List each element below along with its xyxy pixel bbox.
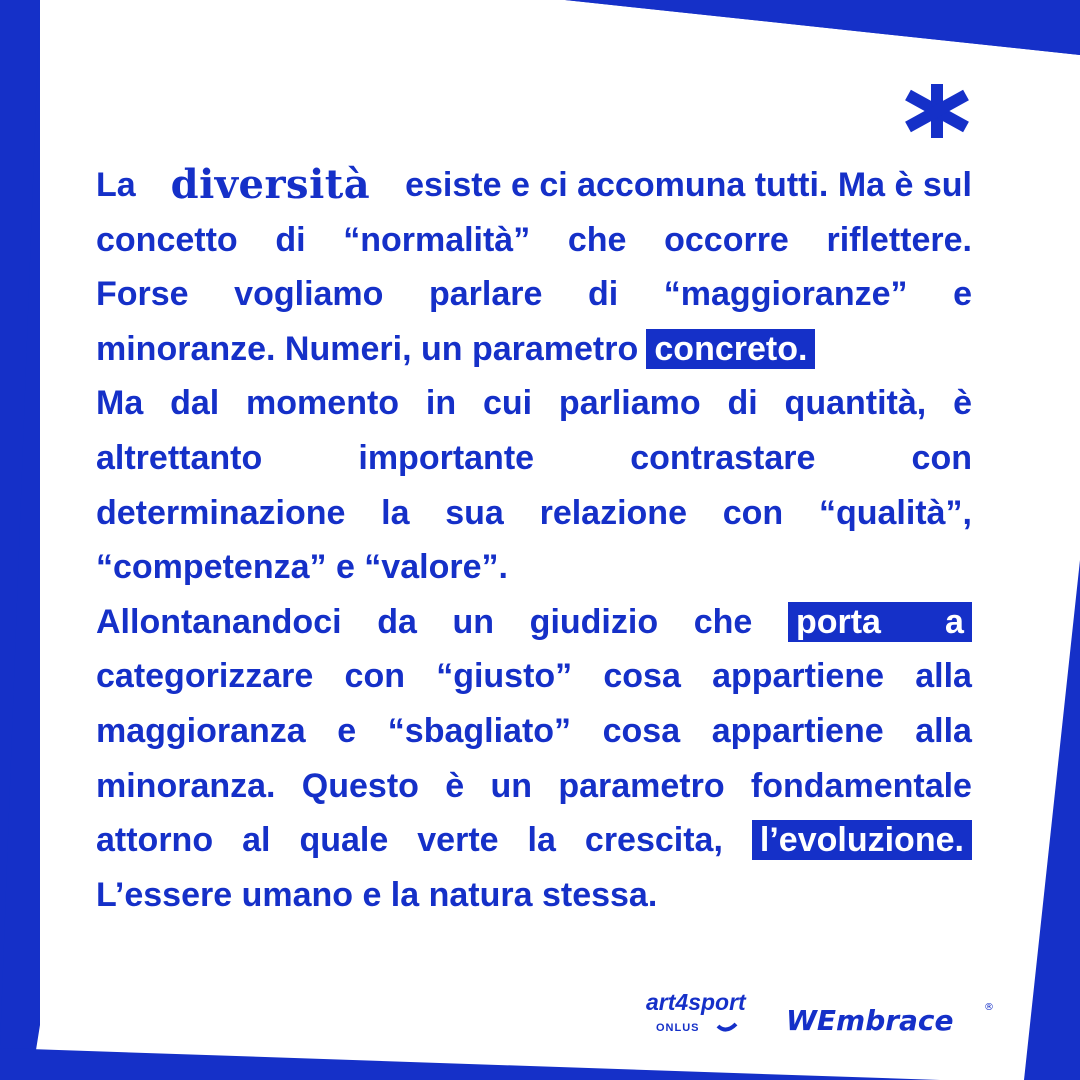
word: di xyxy=(587,275,619,314)
art4sport-wordmark: art4sport xyxy=(646,989,746,1015)
word: che xyxy=(693,602,753,641)
registered-mark: ® xyxy=(984,1002,994,1013)
text-line-14 xyxy=(96,868,972,923)
word: relazione xyxy=(539,493,687,532)
text-line-10 xyxy=(96,649,972,704)
highlight-evoluzione: l’evoluzione. xyxy=(752,820,972,860)
text-line-12 xyxy=(96,759,972,814)
word: maggioranza xyxy=(96,711,306,750)
word: parliamo xyxy=(558,384,701,423)
word: Questo xyxy=(301,766,419,805)
word: “normalità” xyxy=(343,220,531,259)
word: cui xyxy=(482,384,533,423)
word: un xyxy=(452,602,495,641)
word: a xyxy=(945,603,964,642)
text-fragment: minoranze. Numeri, un parametro xyxy=(96,329,639,368)
text-line-6 xyxy=(96,431,972,486)
word: porta xyxy=(795,603,881,642)
word: che xyxy=(567,220,627,259)
word: altrettanto xyxy=(96,438,263,477)
word: appartiene xyxy=(711,711,884,750)
word: di xyxy=(727,384,758,423)
highlight-porta-a xyxy=(788,602,972,642)
word: appartiene xyxy=(712,657,885,696)
word: con xyxy=(911,438,972,477)
word: dal xyxy=(170,384,220,423)
word: la xyxy=(381,493,410,532)
word: minoranza. xyxy=(96,766,276,805)
text-line-9 xyxy=(96,595,972,650)
text-line-3 xyxy=(96,267,972,322)
word: “giusto” xyxy=(436,657,573,696)
word: importante xyxy=(358,438,535,477)
word: riflettere. xyxy=(826,220,972,259)
word: alla xyxy=(915,657,972,696)
word: è xyxy=(953,384,972,423)
word: determinazione xyxy=(96,493,346,532)
partner-logos xyxy=(640,988,1000,1048)
word: cosa xyxy=(603,657,681,696)
word: momento xyxy=(246,384,400,423)
emphasis-word-diversita: diversità xyxy=(170,161,371,208)
text-line-13 xyxy=(96,813,972,868)
word: da xyxy=(377,602,417,641)
word: la xyxy=(527,821,556,860)
word: e xyxy=(953,275,972,314)
word: cosa xyxy=(602,711,681,750)
text-line-8 xyxy=(96,540,972,595)
word: e xyxy=(337,711,357,750)
word: Ma xyxy=(96,384,144,423)
word: in xyxy=(425,384,457,423)
word: Allontanandoci xyxy=(96,602,342,641)
word: quantità, xyxy=(784,384,927,423)
word: di xyxy=(275,220,306,259)
wembrace-logo xyxy=(786,1002,994,1037)
word: è xyxy=(445,766,465,805)
text-fragment: L’essere umano e la natura stessa. xyxy=(96,875,658,914)
word: Forse xyxy=(96,275,189,314)
art4sport-logo xyxy=(646,989,747,1034)
text-line-5 xyxy=(96,376,972,431)
text-fragment: esiste e ci accomuna tutti. Ma è sul xyxy=(405,166,972,204)
swoosh-icon xyxy=(718,1024,736,1030)
word: “qualità”, xyxy=(818,493,972,532)
word: crescita, xyxy=(584,821,723,860)
word: “maggioranze” xyxy=(663,275,908,314)
word: un xyxy=(490,766,533,805)
word: al xyxy=(242,821,271,860)
word: occorre xyxy=(664,220,789,259)
text-line-11 xyxy=(96,704,972,759)
text-line-4 xyxy=(96,322,972,377)
wembrace-wordmark: WEmbrace xyxy=(786,1004,954,1037)
text-line-2 xyxy=(96,213,972,268)
word: con xyxy=(722,493,784,532)
word: parametro xyxy=(558,766,725,805)
word: attorno xyxy=(96,821,214,860)
word: quale xyxy=(299,821,389,860)
word: verte xyxy=(417,821,499,860)
text-fragment: “competenza” e “valore”. xyxy=(96,548,508,587)
word: con xyxy=(344,657,405,696)
onlus-label: ONLUS xyxy=(656,1022,700,1034)
word: La xyxy=(96,166,136,204)
word: sua xyxy=(445,493,504,532)
word: fondamentale xyxy=(750,766,972,805)
highlight-concreto: concreto. xyxy=(646,329,815,369)
word: vogliamo xyxy=(234,275,384,314)
word: concetto xyxy=(96,220,238,259)
word: categorizzare xyxy=(96,657,314,696)
asterisk-icon xyxy=(900,82,974,140)
word: giudizio xyxy=(529,602,659,641)
word: alla xyxy=(915,711,972,750)
word: parlare xyxy=(429,275,543,314)
text-line-1 xyxy=(96,158,972,213)
word: “sbagliato” xyxy=(387,711,572,750)
body-text xyxy=(96,158,972,922)
text-line-7 xyxy=(96,486,972,541)
word: contrastare xyxy=(630,438,816,477)
